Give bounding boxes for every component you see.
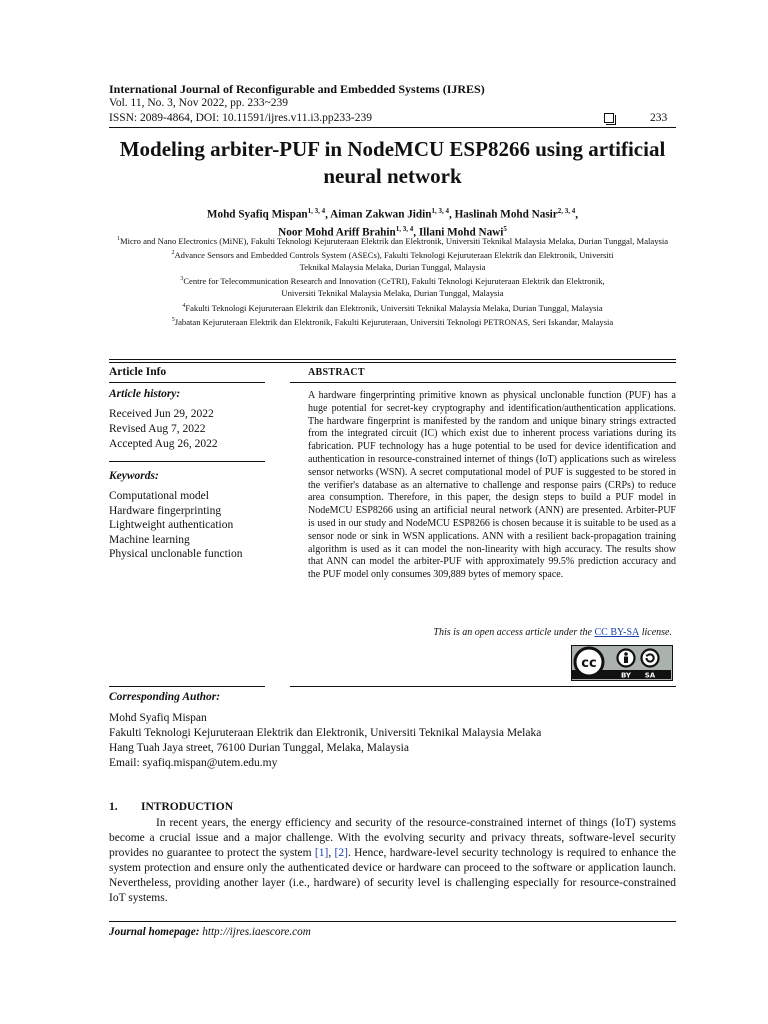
author-name: Haslinah Mohd Nasir <box>454 208 558 221</box>
svg-text:BY: BY <box>620 671 632 679</box>
affiliation-item: $^5$Jabatan Kejuruteraan Elektrik dan Elektronik, Fakulti Kejuruteraan, Universiti Teknologi PETRONAS, Seri Iskandar, Malaysia <box>171 316 614 327</box>
citation-link[interactable]: [1] <box>314 846 329 859</box>
affiliation-item: $^4$Fakulti Teknologi Kejuruteraan Elektrik dan Elektronik, Universiti Teknikal Malaysia Melaka, Durian Tunggal, Malaysia <box>182 302 603 313</box>
author-name: Aiman Zakwan Jidin <box>330 208 432 221</box>
journal-homepage: Journal homepage: http://ijres.iaescore.com <box>109 926 311 938</box>
issn-doi-line: ISSN: 2089-4864, DOI: 10.11591/ijres.v11.i3.pp233-239 <box>109 112 373 124</box>
article-info-rule <box>109 382 265 383</box>
section-double-rule <box>109 359 676 363</box>
introduction-paragraph: In recent years, the energy efficiency and security of the resource-constrained internet of things (IoT) systems become a crucial issue and a major challenge. With the evolving security and privacy threats, software-level security provides no guarantee to protect the system [1], [2]. Hence, hardware-level security technology is required to enhance the system protection and ensure only the authenticated device or hardware can proceed to the software or application launch. Nevertheless, providing another layer (i.e., hardware) of security level is challenging especially for resource-constrained IoT systems. <box>109 817 677 904</box>
corresponding-heading: Corresponding Author: <box>109 691 221 703</box>
section-heading-introduction: 1. INTRODUCTION <box>109 801 234 813</box>
corresponding-address: Hang Tuah Jaya street, 76100 Durian Tunggal, Melaka, Malaysia <box>109 742 409 754</box>
author-affil-marker: 2, 3, 4 <box>557 207 576 215</box>
author-name: Mohd Syafiq Mispan <box>206 208 308 221</box>
keywords-rule <box>109 461 265 462</box>
abstract-heading: ABSTRACT <box>308 367 365 378</box>
corresponding-affiliation: Fakulti Teknologi Kejuruteraan Elektrik dan Elektronik, Universiti Teknikal Malaysia Melaka <box>109 727 542 739</box>
page-number: 233 <box>650 112 668 124</box>
keyword-item: Machine learning <box>109 534 190 546</box>
abstract-rule <box>290 382 676 383</box>
cc-by-sa-badge[interactable] <box>571 645 673 681</box>
author-name: Illani Mohd Nawi <box>418 226 504 239</box>
received-date: Received Jun 29, 2022 <box>109 408 214 420</box>
open-access-note: This is an open access article under the CC BY-SA license. <box>433 627 672 638</box>
keywords-heading: Keywords: <box>109 470 159 482</box>
keyword-item: Lightweight authentication <box>109 519 234 531</box>
affiliation-item: $^1$Micro and Nano Electronics (MiNE), Fakulti Teknologi Kejuruteraan Elektrik dan Elektronik, Universiti Teknikal Malaysia Melaka, Durian Tunggal, Malaysia <box>116 235 669 246</box>
author-affil-marker: 5 <box>503 224 507 233</box>
svg-text:SA: SA <box>644 671 656 679</box>
header-rule <box>109 127 676 128</box>
keyword-item: Computational model <box>109 490 209 502</box>
sa-icon <box>642 650 659 667</box>
author-affil-marker: 1, 3, 4 <box>307 207 326 215</box>
affiliation-item: $^3$Centre for Telecommunication Research and Innovation (CeTRI), Fakulti Teknologi Kejuruteraan Elektrik dan Elektronik, Universiti Teknikal Malaysia Melaka, Durian Tunggal, Malaysia <box>180 276 605 299</box>
license-link[interactable]: CC BY-SA <box>594 627 640 638</box>
corresponding-email: Email: syafiq.mispan@utem.edu.my <box>109 757 278 769</box>
journal-name: International Journal of Reconfigurable and Embedded Systems (IJRES) <box>109 82 485 96</box>
corresponding-details <box>109 711 541 771</box>
keyword-item: Physical unclonable function <box>109 548 243 560</box>
abstract-text: A hardware fingerprinting primitive known as physical unclonable function (PUF) has a huge potential for secret-key cryptography and identification/authentication applications. The hardware fingerprint is manifested by the random and unique binary strings extracted from the integrated circuit (IC) which exist due to inherent process variations during its fabrication. PUF technology has a huge potential to be used for device identification and authentication in resource-constrained internet of things (IoT) applications such as wireless sensor networks (WSN). A secret computational model of PUF is suggested to be stored in the verifier's database as an alternative to challenge and response pairs (CRPs) to reduce area consumption. Therefore, in this paper, the design steps to build a PUF model in NodeMCU ESP8266 using an artificial neural network (ANN) are presented. Arbiter-PUF is used in our study and NodeMCU ESP8266 is chosen because it is suitable to be used as a sensor node or sink in WSN applications. ANN with a resilient back-propagation training algorithm is used as it can model the non-linearity with high accuracy. The results show that ANN can model the arbiter-PUF with approximately 99.5% prediction accuracy and the PUF model only consumes 309,889 bytes of memory space. <box>308 390 676 581</box>
citation-link[interactable]: [2] <box>334 846 348 859</box>
author-name: Noor Mohd Ariff Brahin <box>278 226 396 239</box>
affiliation-item: $^2$Advance Sensors and Embedded Controls System (ASECs), Fakulti Teknologi Kejuruteraan Elektrik dan Elektronik, Universiti Teknikal Malaysia Melaka, Durian Tunggal, Malaysia <box>171 249 614 273</box>
keyword-item: Hardware fingerprinting <box>109 505 222 517</box>
accepted-date: Accepted Aug 26, 2022 <box>109 438 218 450</box>
footer-rule <box>109 921 676 922</box>
page-box-icon <box>604 113 614 123</box>
volume-line: Vol. 11, No. 3, Nov 2022, pp. 233~239 <box>109 97 289 109</box>
corresponding-rule-left <box>109 686 265 687</box>
author-affil-marker: 1, 3, 4 <box>395 224 414 233</box>
author-affil-marker: 1, 3, 4 <box>431 207 449 215</box>
svg-text:cc: cc <box>581 656 597 671</box>
homepage-link[interactable]: http://ijres.iaescore.com <box>202 926 311 938</box>
corresponding-name: Mohd Syafiq Mispan <box>109 712 207 724</box>
affiliation-list <box>109 233 676 328</box>
paper-title: Modeling arbiter-PUF in NodeMCU ESP8266 using artificial neural network <box>119 137 666 188</box>
revised-date: Revised Aug 7, 2022 <box>109 423 206 435</box>
article-history-heading: Article history: <box>109 388 181 400</box>
article-info-heading: Article Info <box>109 366 167 378</box>
corresponding-rule-right <box>290 686 676 687</box>
author-list: Mohd Syafiq Mispan$^{1, 3, 4}$, Aiman Zakwan Jidin$^{1, 3, 4}$, Haslinah Mohd Nasir$^{2, 3, 4}$, Noor Mohd Ariff Brahin$^{1, 3, 4}$, Illani Mohd Nawi$^5$ <box>206 207 579 239</box>
